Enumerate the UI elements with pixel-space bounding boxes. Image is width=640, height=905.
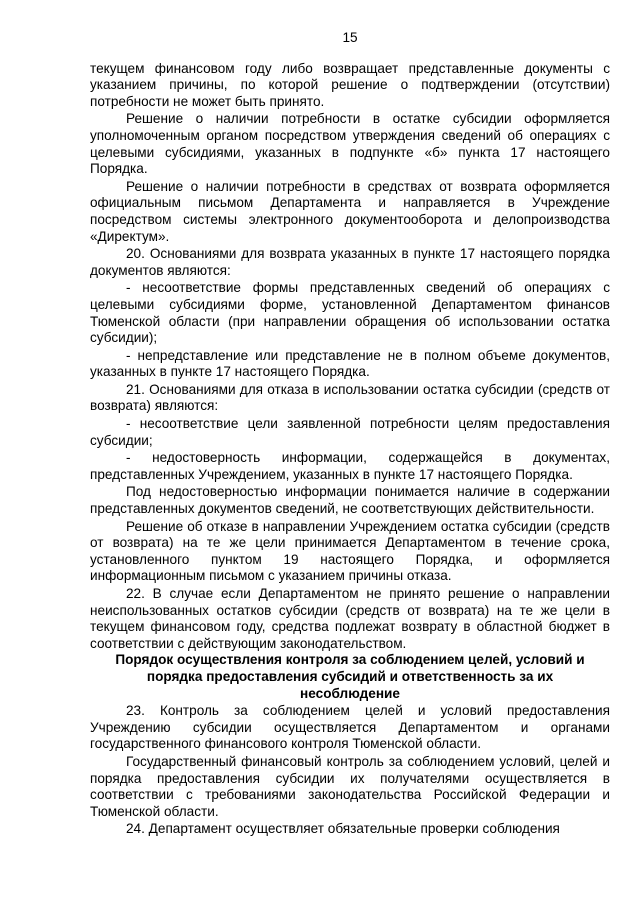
document-page [90,30,610,838]
paragraph: 22. В случае если Департаментом не принято решение о направлении неиспользованных остатков субсидии (средств от возврата) на те же цели в текущем финансовом году, средства подлежат возврату в областной бюджет в соответствии с действующим законодательством. [90,586,610,651]
paragraph: 24. Департамент осуществляет обязательные проверки соблюдения [126,821,560,837]
paragraph: 23. Контроль за соблюдением целей и условий предоставления Учреждению субсидии осуществляется Департаментом и органами государственного финансового контроля Тюменской области. [90,703,610,752]
paragraph: 20. Основаниями для возврата указанных в пункте 17 настоящего порядка документов являются: [90,246,610,278]
paragraph: - несоответствие формы представленных сведений об операциях с целевыми субсидиями форме, установленной Департаментом финансов Тюменской области (при направлении обращения об использовании остатка субсидии); [90,280,610,346]
paragraph: текущем финансовом году либо возвращает представленные документы с указанием причины, по которой решение о подтверждении (отсутствии) потребности не может быть принято. [90,60,610,109]
paragraph: 21. Основаниями для отказа в использовании остатка субсидии (средств от возврата) являются: [90,381,610,414]
section-heading: Порядок осуществления контроля за соблюдением целей, условий и порядка предоставления субсидий и ответственность за их несоблюдение [115,652,585,701]
paragraph: - недостоверность информации, содержащейся в документах, представленных Учреждением, указанных в пункте 17 настоящего Порядка. [90,450,610,482]
page-number: 15 [342,30,358,45]
paragraph: Под недостоверностью информации понимается наличие в содержании представленных документов сведений, не соответствующих действительности. [90,484,610,517]
paragraph: Решение о наличии потребности в остатке субсидии оформляется уполномоченным органом посредством утверждения сведений об операциях с целевыми субсидиями, указанных в подпункте «б» пункта 17 настоящего Порядка. [90,111,610,177]
paragraph: - непредставление или представление не в полном объеме документов, указанных в пункте 17 настоящего Порядка. [90,347,610,380]
paragraph: Решение об отказе в направлении Учреждением остатка субсидии (средств от возврата) на те же цели принимается Департаментом в течение срока, установленного пунктом 19 настоящего Порядка, и оформляется информационным письмом с указанием причины отказа. [90,518,610,584]
paragraph: - несоответствие цели заявленной потребности целям предоставления субсидии; [90,416,610,448]
paragraph: Решение о наличии потребности в средствах от возврата оформляется официальным письмом Департамента и направляется в Учреждение посредством системы электронного документооборота и делопроизводства «Директум». [90,178,610,244]
paragraph: Государственный финансовый контроль за соблюдением условий, целей и порядка предоставления субсидии их получателями осуществляется в соответствии с требованиями законодательства Российской Федерации и Тюменской области. [90,753,610,819]
